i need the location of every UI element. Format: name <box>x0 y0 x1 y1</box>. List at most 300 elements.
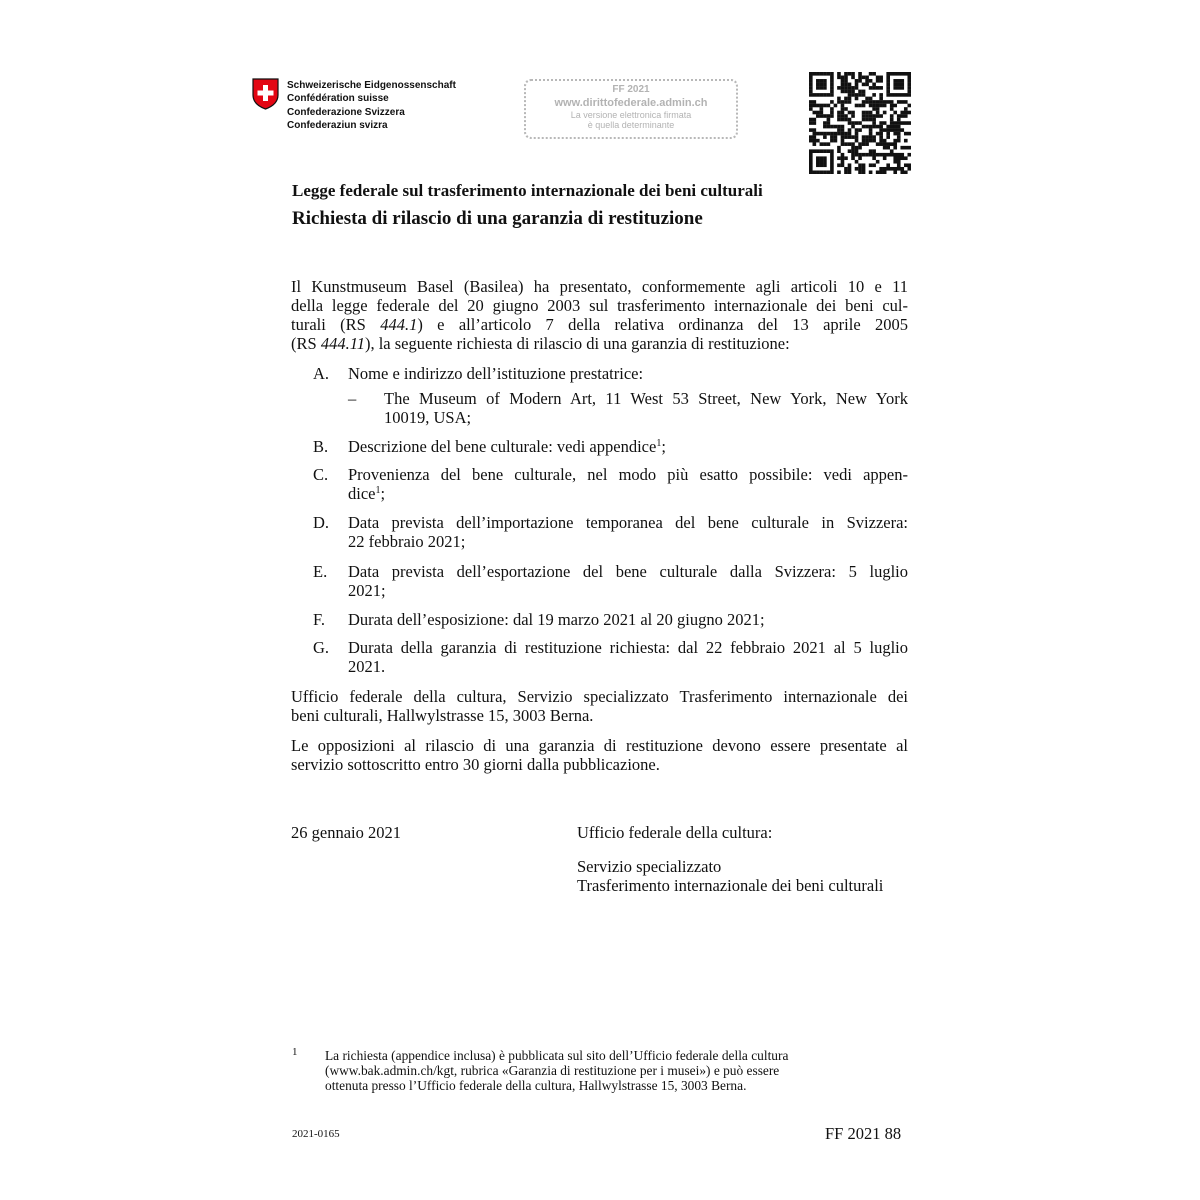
qr-module <box>883 153 887 157</box>
rs-reference: 444.1 <box>380 315 418 334</box>
qr-module <box>841 156 845 160</box>
qr-module <box>813 142 817 146</box>
qr-module <box>841 86 845 90</box>
qr-module <box>883 128 887 132</box>
qr-module <box>879 128 883 132</box>
qr-module <box>813 118 817 122</box>
qr-module <box>865 97 869 101</box>
qr-module <box>893 111 897 115</box>
qr-module <box>813 170 817 174</box>
qr-module <box>907 111 911 115</box>
qr-module <box>813 135 817 139</box>
qr-module <box>883 146 887 150</box>
qr-module <box>844 142 848 146</box>
qr-module <box>900 72 904 76</box>
qr-module <box>879 86 883 90</box>
stamp-note-1: La versione elettronica firmata <box>570 110 692 120</box>
qr-module <box>855 86 859 90</box>
qr-module <box>830 156 834 160</box>
federal-logo <box>252 78 456 132</box>
qr-module <box>869 104 873 108</box>
qr-module <box>848 128 852 132</box>
qr-module <box>900 121 904 125</box>
qr-module <box>890 114 894 118</box>
qr-module <box>830 90 834 94</box>
qr-module <box>851 146 855 150</box>
qr-module <box>834 125 838 129</box>
qr-module <box>890 104 894 108</box>
qr-module <box>897 128 901 132</box>
qr-module <box>897 160 901 164</box>
qr-module <box>809 72 813 76</box>
qr-module <box>897 132 901 136</box>
qr-module <box>809 93 813 97</box>
qr-module <box>848 97 852 101</box>
qr-module <box>858 128 862 132</box>
qr-module <box>855 104 859 108</box>
qr-module <box>883 170 887 174</box>
item-letter-c: C. <box>313 465 329 484</box>
qr-module <box>837 111 841 115</box>
qr-module <box>823 135 827 139</box>
qr-module <box>897 156 901 160</box>
qr-module <box>820 83 824 87</box>
qr-module <box>879 114 883 118</box>
qr-module <box>837 118 841 122</box>
qr-module <box>848 93 852 97</box>
qr-module <box>890 107 894 111</box>
qr-module <box>907 132 911 136</box>
qr-module <box>876 114 880 118</box>
item-letter-e: E. <box>313 562 328 581</box>
qr-module <box>830 107 834 111</box>
qr-module <box>886 153 890 157</box>
qr-module <box>830 160 834 164</box>
qr-module <box>904 132 908 136</box>
qr-module <box>897 167 901 171</box>
qr-module <box>869 114 873 118</box>
qr-module <box>879 104 883 108</box>
qr-module <box>897 72 901 76</box>
qr-module <box>816 93 820 97</box>
qr-module <box>876 111 880 115</box>
qr-module <box>813 93 817 97</box>
document-date: 26 gennaio 2021 <box>291 823 401 842</box>
qr-module <box>897 125 901 129</box>
qr-module <box>816 156 820 160</box>
qr-module <box>841 111 845 115</box>
qr-module <box>886 86 890 90</box>
qr-module <box>816 170 820 174</box>
qr-module <box>869 118 873 122</box>
qr-module <box>816 114 820 118</box>
qr-module <box>904 93 908 97</box>
qr-module <box>879 79 883 83</box>
qr-module <box>844 76 848 80</box>
qr-module <box>848 72 852 76</box>
qr-module <box>872 125 876 129</box>
qr-module <box>872 86 876 90</box>
federal-name-it: Confederazione Svizzera <box>287 106 405 118</box>
qr-module <box>865 114 869 118</box>
qr-module <box>841 125 845 129</box>
federal-name-rm: Confederaziun svizra <box>287 119 388 131</box>
intro-line: Il Kunstmuseum Basel (Basilea) ha presentato, conformemente agli articoli 10 e 11 <box>291 277 908 296</box>
intro-paragraph <box>291 277 908 353</box>
qr-module <box>823 121 827 125</box>
qr-module <box>841 128 845 132</box>
qr-module <box>883 139 887 143</box>
qr-module <box>848 111 852 115</box>
qr-module <box>900 156 904 160</box>
qr-module <box>883 167 887 171</box>
qr-module <box>809 121 813 125</box>
item-text-b <box>348 437 908 456</box>
qr-module <box>890 121 894 125</box>
footnote-ref[interactable]: 1 <box>656 438 662 449</box>
qr-module <box>900 79 904 83</box>
qr-module <box>851 76 855 80</box>
qr-module <box>858 76 862 80</box>
qr-module <box>809 76 813 80</box>
qr-module <box>827 104 831 108</box>
qr-module <box>907 79 911 83</box>
qr-module <box>862 153 866 157</box>
item-text-c-line <box>348 484 908 503</box>
footnote-line: ottenuta presso l’Ufficio federale della cultura, Hallwylstrasse 15, 3003 Berna. <box>325 1078 747 1093</box>
qr-module <box>907 86 911 90</box>
opposition-paragraph <box>291 736 908 774</box>
document-subtitle: Richiesta di rilascio di una garanzia di restituzione <box>292 208 703 229</box>
qr-module <box>904 114 908 118</box>
page-reference: FF 2021 88 <box>825 1124 902 1143</box>
item-text-d-line: Data prevista dell’importazione temporanea del bene culturale in Svizzera: <box>348 513 908 532</box>
qr-module <box>886 146 890 150</box>
qr-module <box>900 93 904 97</box>
qr-module <box>876 132 880 136</box>
opposition-line: Le opposizioni al rilascio di una garanzia di restituzione devono essere presentate al <box>291 736 908 755</box>
qr-module <box>904 100 908 104</box>
qr-module <box>855 149 859 153</box>
qr-module <box>865 83 869 87</box>
qr-module <box>893 86 897 90</box>
qr-module <box>820 170 824 174</box>
qr-module <box>862 135 866 139</box>
item-text-e <box>348 562 908 600</box>
qr-module <box>813 132 817 136</box>
qr-module <box>813 121 817 125</box>
qr-module <box>879 76 883 80</box>
qr-module <box>893 93 897 97</box>
qr-module <box>869 100 873 104</box>
qr-module <box>879 139 883 143</box>
issuer-name: Ufficio federale della cultura: <box>577 823 773 842</box>
qr-module <box>883 104 887 108</box>
qr-module <box>900 100 904 104</box>
item-text-b-body: Descrizione del bene culturale: vedi appendice <box>348 437 657 456</box>
qr-module <box>841 135 845 139</box>
qr-module <box>830 149 834 153</box>
qr-module <box>837 114 841 118</box>
lender-address-line: The Museum of Modern Art, 11 West 53 Street, New York, New York <box>384 389 908 408</box>
qr-module <box>841 132 845 136</box>
intro-text: turali (RS <box>291 315 381 334</box>
item-letter-g: G. <box>313 638 330 657</box>
qr-module <box>827 114 831 118</box>
qr-module <box>823 83 827 87</box>
qr-module <box>816 111 820 115</box>
qr-module <box>872 107 876 111</box>
qr-module <box>809 107 813 111</box>
qr-module <box>869 132 873 136</box>
qr-module <box>855 139 859 143</box>
qr-module <box>816 86 820 90</box>
qr-module <box>855 121 859 125</box>
qr-module <box>900 167 904 171</box>
qr-module <box>858 79 862 83</box>
qr-module <box>897 118 901 122</box>
qr-module <box>897 114 901 118</box>
qr-module <box>820 72 824 76</box>
qr-module <box>879 142 883 146</box>
qr-module <box>876 107 880 111</box>
qr-module <box>844 100 848 104</box>
qr-module <box>890 142 894 146</box>
item-letter-a: A. <box>313 364 330 383</box>
office-line: Ufficio federale della cultura, Servizio specializzato Trasferimento internazionale dei <box>291 687 908 706</box>
qr-module <box>872 149 876 153</box>
qr-module <box>830 132 834 136</box>
qr-module <box>827 149 831 153</box>
qr-module <box>820 104 824 108</box>
item-text-f: Durata dell’esposizione: dal 19 marzo 2021 al 20 giugno 2021; <box>348 610 765 629</box>
qr-module <box>890 149 894 153</box>
qr-module <box>886 79 890 83</box>
qr-module <box>872 153 876 157</box>
intro-line <box>291 334 908 353</box>
qr-module <box>869 149 873 153</box>
qr-module <box>844 167 848 171</box>
qr-module <box>855 79 859 83</box>
qr-module <box>862 111 866 115</box>
qr-module <box>844 170 848 174</box>
qr-module <box>904 107 908 111</box>
qr-module <box>862 142 866 146</box>
qr-module <box>813 139 817 143</box>
qr-module <box>883 142 887 146</box>
stamp-ff: FF 2021 <box>612 84 650 95</box>
qr-module <box>844 114 848 118</box>
qr-module <box>862 163 866 167</box>
footnote-line: (www.bak.admin.ch/kgt, rubrica «Garanzia di restituzione per i musei») e può essere <box>325 1063 780 1078</box>
qr-module <box>865 79 869 83</box>
qr-module <box>858 90 862 94</box>
qr-module <box>869 135 873 139</box>
qr-module <box>844 118 848 122</box>
qr-module <box>844 79 848 83</box>
qr-module <box>900 114 904 118</box>
qr-module <box>837 156 841 160</box>
qr-module <box>907 104 911 108</box>
qr-module <box>844 83 848 87</box>
qr-module <box>886 100 890 104</box>
qr-module <box>813 100 817 104</box>
qr-module <box>876 76 880 80</box>
qr-module <box>820 142 824 146</box>
qr-module <box>893 146 897 150</box>
qr-module <box>851 156 855 160</box>
qr-module <box>872 135 876 139</box>
qr-module <box>886 93 890 97</box>
qr-module <box>869 128 873 132</box>
qr-module <box>897 79 901 83</box>
qr-module <box>816 149 820 153</box>
qr-module <box>841 90 845 94</box>
qr-module <box>865 125 869 129</box>
qr-module <box>830 111 834 115</box>
qr-module <box>886 135 890 139</box>
footnote-number: 1 <box>292 1046 298 1058</box>
qr-module <box>820 149 824 153</box>
qr-module <box>869 170 873 174</box>
qr-module <box>879 121 883 125</box>
qr-module <box>862 90 866 94</box>
qr-module <box>813 72 817 76</box>
qr-module <box>823 114 827 118</box>
qr-module <box>809 160 813 164</box>
qr-module <box>837 76 841 80</box>
qr-module <box>904 111 908 115</box>
qr-module <box>890 100 894 104</box>
qr-module <box>897 86 901 90</box>
qr-module <box>907 167 911 171</box>
qr-code-icon <box>809 72 911 179</box>
qr-module <box>904 146 908 150</box>
qr-module <box>830 100 834 104</box>
qr-module <box>823 93 827 97</box>
qr-module <box>844 156 848 160</box>
qr-module <box>869 111 873 115</box>
qr-module <box>851 135 855 139</box>
qr-module <box>858 163 862 167</box>
qr-module <box>827 142 831 146</box>
qr-module <box>848 121 852 125</box>
qr-module <box>851 121 855 125</box>
qr-module <box>848 170 852 174</box>
qr-module <box>841 114 845 118</box>
qr-module <box>809 163 813 167</box>
qr-module <box>823 163 827 167</box>
qr-module <box>823 104 827 108</box>
qr-module <box>858 170 862 174</box>
qr-module <box>823 86 827 90</box>
qr-module <box>855 93 859 97</box>
opposition-line: servizio sottoscritto entro 30 giorni dalla pubblicazione. <box>291 755 660 774</box>
qr-module <box>816 83 820 87</box>
qr-module <box>865 118 869 122</box>
qr-module <box>886 167 890 171</box>
qr-module <box>858 146 862 150</box>
qr-module <box>809 90 813 94</box>
electronic-version-stamp <box>524 79 738 139</box>
qr-module <box>904 72 908 76</box>
qr-module <box>848 86 852 90</box>
qr-module <box>830 76 834 80</box>
qr-module <box>844 90 848 94</box>
qr-module <box>820 111 824 115</box>
qr-module <box>865 76 869 80</box>
qr-module <box>858 121 862 125</box>
qr-module <box>823 72 827 76</box>
qr-module <box>897 139 901 143</box>
qr-module <box>837 149 841 153</box>
qr-module <box>879 125 883 129</box>
qr-module <box>837 72 841 76</box>
qr-module <box>851 142 855 146</box>
qr-module <box>816 72 820 76</box>
qr-module <box>848 83 852 87</box>
qr-module <box>890 72 894 76</box>
qr-module <box>907 83 911 87</box>
qr-module <box>886 163 890 167</box>
qr-module <box>876 125 880 129</box>
qr-module <box>893 121 897 125</box>
qr-module <box>872 139 876 143</box>
qr-module <box>900 146 904 150</box>
qr-module <box>872 121 876 125</box>
footnote-ref[interactable]: 1 <box>375 485 381 496</box>
qr-module <box>809 153 813 157</box>
item-text-d-line: 22 febbraio 2021; <box>348 532 466 551</box>
qr-module <box>907 153 911 157</box>
qr-module <box>809 156 813 160</box>
qr-module <box>851 114 855 118</box>
qr-module <box>841 153 845 157</box>
footnote-line: La richiesta (appendice inclusa) è pubblicata sul sito dell’Ufficio federale della cultura <box>325 1048 789 1063</box>
qr-module <box>809 100 813 104</box>
qr-module <box>897 153 901 157</box>
qr-module <box>809 118 813 122</box>
qr-module <box>872 104 876 108</box>
qr-module <box>872 163 876 167</box>
qr-module <box>834 104 838 108</box>
qr-module <box>820 156 824 160</box>
qr-module <box>890 125 894 129</box>
qr-module <box>886 128 890 132</box>
qr-module <box>907 146 911 150</box>
qr-module <box>907 121 911 125</box>
qr-module <box>841 107 845 111</box>
office-paragraph <box>291 687 908 725</box>
intro-text: ) e all’articolo 7 della relativa ordinanza del 13 aprile 2005 <box>417 315 908 334</box>
qr-module <box>813 111 817 115</box>
qr-module <box>869 153 873 157</box>
qr-module <box>893 72 897 76</box>
qr-module <box>841 118 845 122</box>
stamp-url[interactable]: www.dirittofederale.admin.ch <box>554 97 708 109</box>
qr-module <box>872 156 876 160</box>
qr-module <box>851 93 855 97</box>
qr-module <box>869 86 873 90</box>
qr-module <box>827 118 831 122</box>
qr-module <box>893 142 897 146</box>
qr-module <box>862 167 866 171</box>
swiss-cross-shield-icon <box>252 78 279 110</box>
qr-module <box>851 111 855 115</box>
qr-module <box>834 135 838 139</box>
qr-module <box>900 83 904 87</box>
qr-module <box>890 153 894 157</box>
